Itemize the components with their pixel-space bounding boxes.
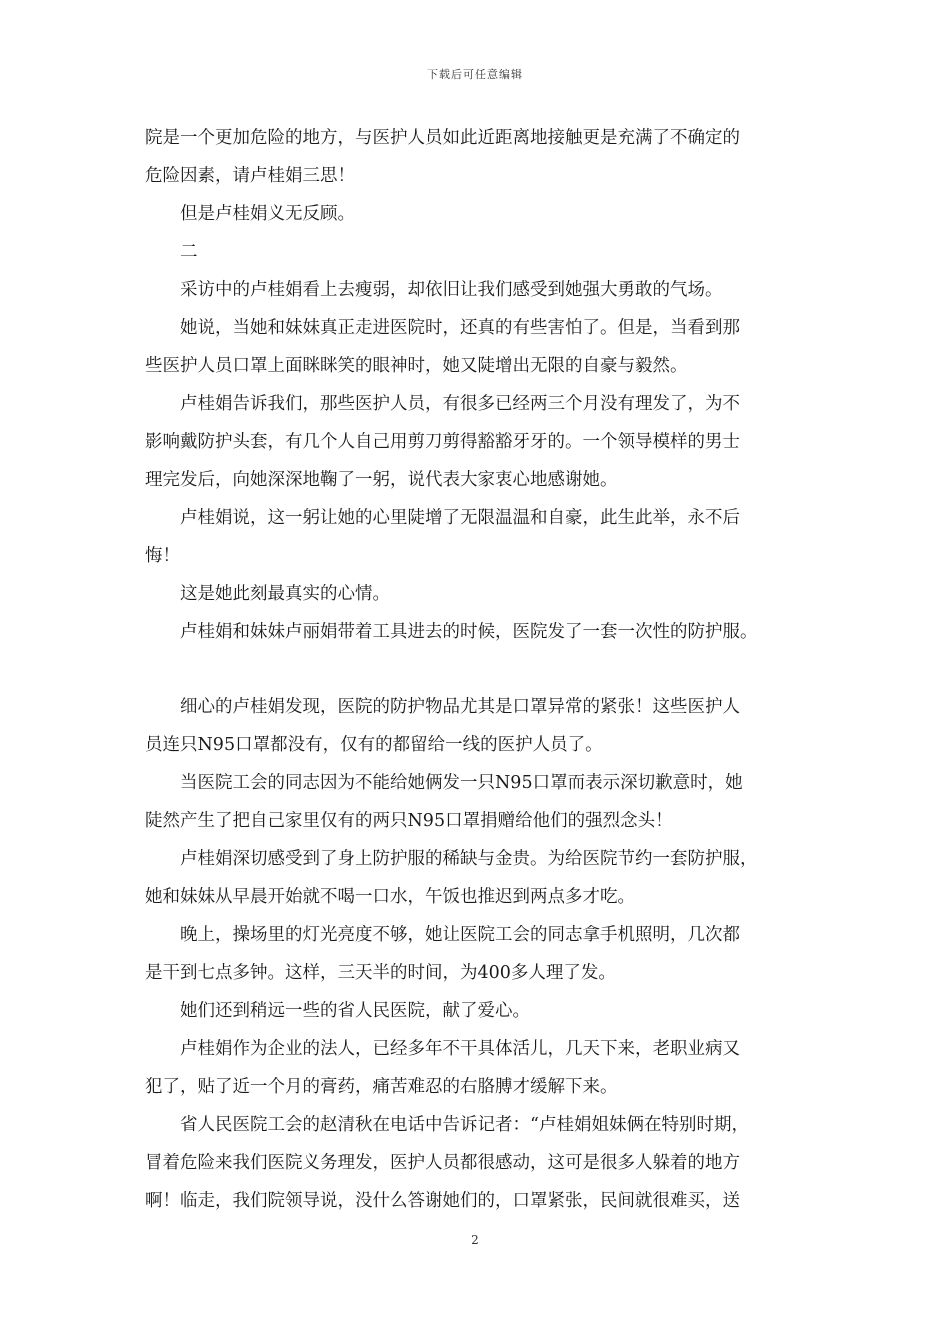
paragraph-line: 犯了，贴了近一个月的膏药，痛苦难忍的右胳膊才缓解下来。 xyxy=(145,1077,618,1097)
paragraph-line: 当医院工会的同志因为不能给她俩发一只N95口罩而表示深切歉意时，她 xyxy=(180,773,743,793)
paragraph-line: 她们还到稍远一些的省人民医院，献了爱心。 xyxy=(180,1001,530,1021)
paragraph-gap xyxy=(145,656,813,693)
paragraph-line: 冒着危险来我们医院义务理发，医护人员都很感动，这可是很多人躲着的地方 xyxy=(145,1153,740,1173)
paragraph-line: 卢桂娟说，这一躬让她的心里陡增了无限温温和自豪，此生此举，永不后 xyxy=(180,508,740,528)
document-body xyxy=(145,124,813,1225)
paragraph-line: 院是一个更加危险的地方，与医护人员如此近距离地接触更是充满了不确定的 xyxy=(145,128,740,148)
paragraph-line: 员连只N95口罩都没有，仅有的都留给一线的医护人员了。 xyxy=(145,735,603,755)
paragraph-line: 她和妹妹从早晨开始就不喝一口水，午饭也推迟到两点多才吃。 xyxy=(145,887,635,907)
paragraph-line: 卢桂娟深切感受到了身上防护服的稀缺与金贵。为给医院节约一套防护服， xyxy=(180,849,758,869)
paragraph-line: 卢桂娟告诉我们，那些医护人员，有很多已经两三个月没有理发了，为不 xyxy=(180,394,740,414)
paragraph-line: 采访中的卢桂娟看上去瘦弱，却依旧让我们感受到她强大勇敢的气场。 xyxy=(180,280,723,300)
paragraph-line: 卢桂娟和妹妹卢丽娟带着工具进去的时候，医院发了一套一次性的防护服。 xyxy=(180,622,758,642)
section-number: 二 xyxy=(180,242,198,262)
paragraph-line: 但是卢桂娟义无反顾。 xyxy=(180,204,355,224)
paragraph-line: 啊！临走，我们院领导说，没什么答谢她们的，口罩紧张，民间就很难买，送 xyxy=(145,1191,740,1211)
paragraph-line: 她说，当她和妹妹真正走进医院时，还真的有些害怕了。但是，当看到那 xyxy=(180,318,740,338)
paragraph-line: 陡然产生了把自己家里仅有的两只N95口罩捐赠给他们的强烈念头！ xyxy=(145,811,673,831)
page-header: 下载后可任意编辑 xyxy=(427,68,523,81)
paragraph-line: 悔！ xyxy=(145,546,180,566)
paragraph-line: 理完发后，向她深深地鞠了一躬，说代表大家衷心地感谢她。 xyxy=(145,470,618,490)
paragraph-line: 些医护人员口罩上面眯眯笑的眼神时，她又陡增出无限的自豪与毅然。 xyxy=(145,356,688,376)
paragraph-line: 危险因素，请卢桂娟三思！ xyxy=(145,166,355,186)
paragraph-line: 影响戴防护头套，有几个人自己用剪刀剪得豁豁牙牙的。一个领导模样的男士 xyxy=(145,432,740,452)
page-number: 2 xyxy=(471,1233,479,1247)
paragraph-line: 这是她此刻最真实的心情。 xyxy=(180,584,390,604)
paragraph-line: 卢桂娟作为企业的法人，已经多年不干具体活儿，几天下来，老职业病又 xyxy=(180,1039,740,1059)
paragraph-line: 细心的卢桂娟发现，医院的防护物品尤其是口罩异常的紧张！这些医护人 xyxy=(180,697,740,717)
paragraph-line: 省人民医院工会的赵清秋在电话中告诉记者：“卢桂娟姐妹俩在特别时期， xyxy=(180,1115,749,1135)
paragraph-line: 是干到七点多钟。这样，三天半的时间，为400多人理了发。 xyxy=(145,963,616,983)
paragraph-line: 晚上，操场里的灯光亮度不够，她让医院工会的同志拿手机照明，几次都 xyxy=(180,925,740,945)
